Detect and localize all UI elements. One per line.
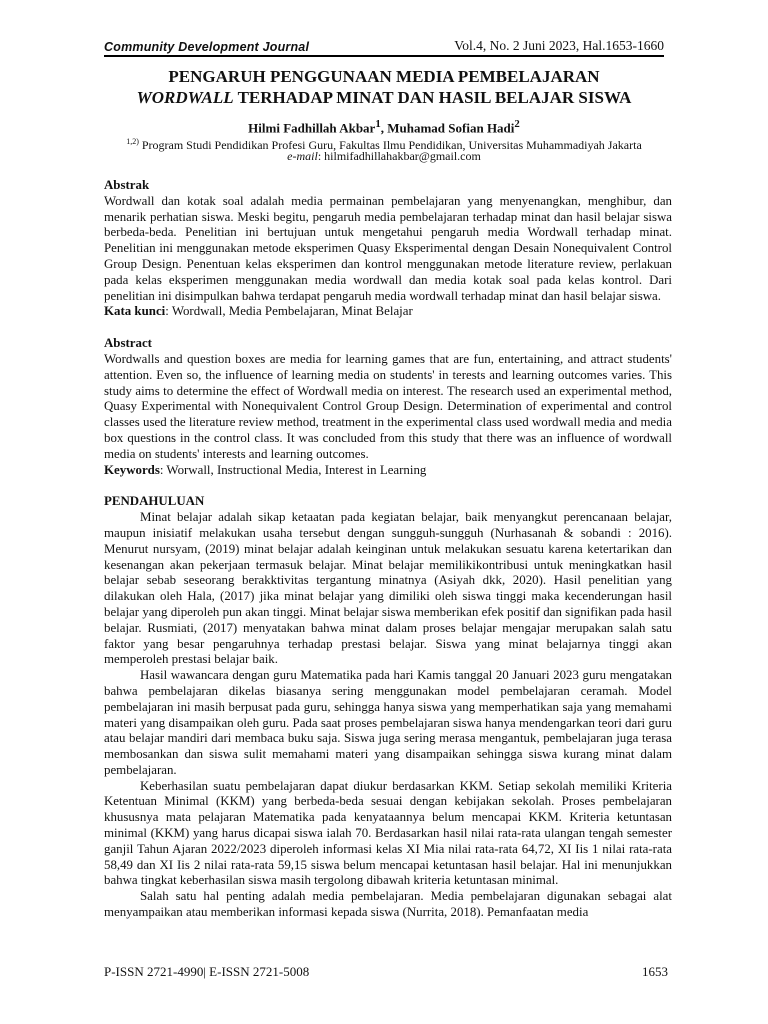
affiliation-text: Program Studi Pendidikan Profesi Guru, Fakultas Ilmu Pendidikan, Universitas Muhammadiyah Jakarta [138, 138, 642, 152]
journal-name: Community Development Journal [104, 40, 310, 54]
title-line-2 [104, 87, 664, 108]
pendahuluan-paragraph-3: Keberhasilan suatu pembelajaran dapat diukur berdasarkan KKM. Setiap sekolah memiliki Kriteria Ketentuan Minimal (KKM) yang berbeda-beda sesuai dengan kebijakan sekolah. Proses pembelajaran khususnya mata pelajaran Matematika pada kenyataannya belum mencapai KKM. Kriteria ketuntasan minimal (KKM) yang harus dicapai siswa ialah 70. Berdasarkan hasil nilai rata-rata ulangan tengah semester ganjil Tahun Ajaran 2022/2023 diperoleh informasi kelas XI Mia nilai rata-rata 64,72, XI Iis 1 nilai rata-rata 58,49 dan XI Iis 2 nilai rata-rata 59,15 siswa belum mencapai ketuntasan hasil belajar. Hal ini menunjukkan bahwa tingkat keberhasilan siswa masih tergolong dibawah kriteria ketuntasan minimal. [104, 778, 672, 888]
pendahuluan-paragraph-4: Salah satu hal penting adalah media pembelajaran. Media pembelajaran digunakan sebagai alat menyampaikan atau memberikan informasi kepada siswa (Nurrita, 2018). Pemanfaatan media [104, 889, 672, 920]
title-line-2-rest: TERHADAP MINAT DAN HASIL BELAJAR SISWA [233, 88, 632, 107]
page-number: 1653 [642, 964, 668, 979]
keywords-label: Keywords [104, 462, 160, 477]
author-1-sup: 1 [375, 118, 381, 130]
paper-title [104, 66, 664, 108]
email-line [104, 149, 664, 164]
author-separator: , [380, 120, 388, 136]
header-rule [104, 55, 664, 57]
volume-info: Vol.4, No. 2 Juni 2023, Hal.1653-1660 [454, 38, 664, 53]
kata-kunci-text: : Wordwall, Media Pembelajaran, Minat Belajar [165, 304, 413, 319]
pendahuluan-paragraph-1: Minat belajar adalah sikap ketaatan pada kegiatan belajar, baik menyangkut perencanaan belajar, maupun inisiatif melakukan usaha tersebut dengan sungguh-sungguh (Nurhasanah & sobandi : 2016). Menurut nursyam, (2019) minat belajar adalah keinginan untuk melakukan sesuatu karena ketertarikan dan kesenangan akan pekerjaan termasuk belajar. Minat belajar memilikikontribusi untuk meningkatkan hasil belajar sebab seseorang berakktivitas tergantung minatnya (Asiyah dkk, 2020). Hasil penelitian yang dilakukan oleh Hala, (2017) jika minat belajar yang dimiliki oleh siswa tinggi maka kecenderungan hasil belajar yang diperoleh pun akan tinggi. Minat belajar siswa memberikan efek positif dan signifikan pada hasil belajar. Rusmiati, (2017) menyatakan bahwa minat dalam proses belajar mengajar merupakan salah satu faktor yang besar pengaruhnya terhadap prestasi belajar. Siswa yang minat belajarnya tinggi akan memperoleh prestasi belajar baik. [104, 510, 672, 667]
author-2-sup: 2 [514, 118, 520, 130]
spacer [104, 320, 672, 336]
body-content [104, 178, 672, 921]
pendahuluan-heading: PENDAHULUAN [104, 494, 205, 509]
title-italic-word: WORDWALL [136, 88, 234, 107]
keywords-text: : Worwall, Instructional Media, Interest in Learning [159, 462, 427, 477]
issn-info: P-ISSN 2721-4990| E-ISSN 2721-5008 [104, 964, 310, 979]
email-label: e-mail [287, 149, 318, 163]
author-2: Muhamad Sofian Hadi [387, 120, 515, 136]
pendahuluan-paragraph-2: Hasil wawancara dengan guru Matematika pada hari Kamis tanggal 20 Januari 2023 guru mengatakan bahwa pembelajaran dikelas biasanya sering menggunakan model pembelajaran ceramah. Model pembelajaran ini masih berpusat pada guru, sehingga hanya siswa yang memperhatikan saja yang memahami materi yang disampaikan oleh guru. Pada saat proses pembelajaran siswa hanya mendengarkan teori dari guru atau belajar mandiri dari membaca buku saja. Siswa juga sering merasa mengantuk, pembelajaran juga terasa membosankan dan siswa sulit memahami materi yang disampaikan sehingga siswa kurang minat dalam pembelajaran. [104, 668, 672, 777]
running-header [104, 34, 664, 54]
abstract-heading: Abstract [104, 336, 152, 351]
page-footer [104, 964, 668, 980]
abstrak-keywords [104, 304, 672, 320]
abstract-body: Wordwalls and question boxes are media for learning games that are fun, entertaining, and attract students' attention. Even so, the influence of learning media on students' in terests and learning outcomes varies. This study aims to determine the effect of Wordwall media on interest. The research used an experimental method, Quasy Experimental with Nonequivalent Control Group Design. Determination of experimental and control classes used the literature review method, treatment in the experimental class used wordwall media and media box questions in the control class. It was concluded from this study that there was an influence of wordwall media on students' interests and learning outcomes. [104, 351, 672, 461]
title-line-1: PENGARUH PENGGUNAAN MEDIA PEMBELAJARAN [168, 67, 600, 86]
abstract-keywords [104, 463, 672, 479]
email-address: : hilmifadhillahakbar@gmail.com [317, 149, 481, 163]
author-1: Hilmi Fadhillah Akbar [248, 120, 376, 136]
abstrak-heading: Abstrak [104, 178, 150, 192]
spacer [104, 478, 672, 494]
affiliation-sup: 1,2) [126, 137, 139, 146]
abstrak-body: Wordwall dan kotak soal adalah media permainan pembelajaran yang menyenangkan, menghibur, dan menarik perhatian siswa. Meski begitu, pengaruh media pembelajaran terhadap minat dan hasil belajar siswa berbeda-beda. Penelitian ini bertujuan untuk mengetahui pengaruh media Wordwall terhadap minat. Penelitian ini menggunakan metode eksperimen Quasy Eksperimental dengan Desain Nonequivalent Control Group Design. Penentuan kelas eksperimen dan kontrol menggunakan metode literature review, perlakuan pada kelas eksperimen menggunakan media wordwall dan media kotak soal pada kelas kontrol. Dari penelitian ini disimpulkan bahwa terdapat pengaruh media wordwall terhadap minat dan hasil belajar siswa. [104, 193, 672, 303]
kata-kunci-label: Kata kunci [104, 304, 166, 319]
